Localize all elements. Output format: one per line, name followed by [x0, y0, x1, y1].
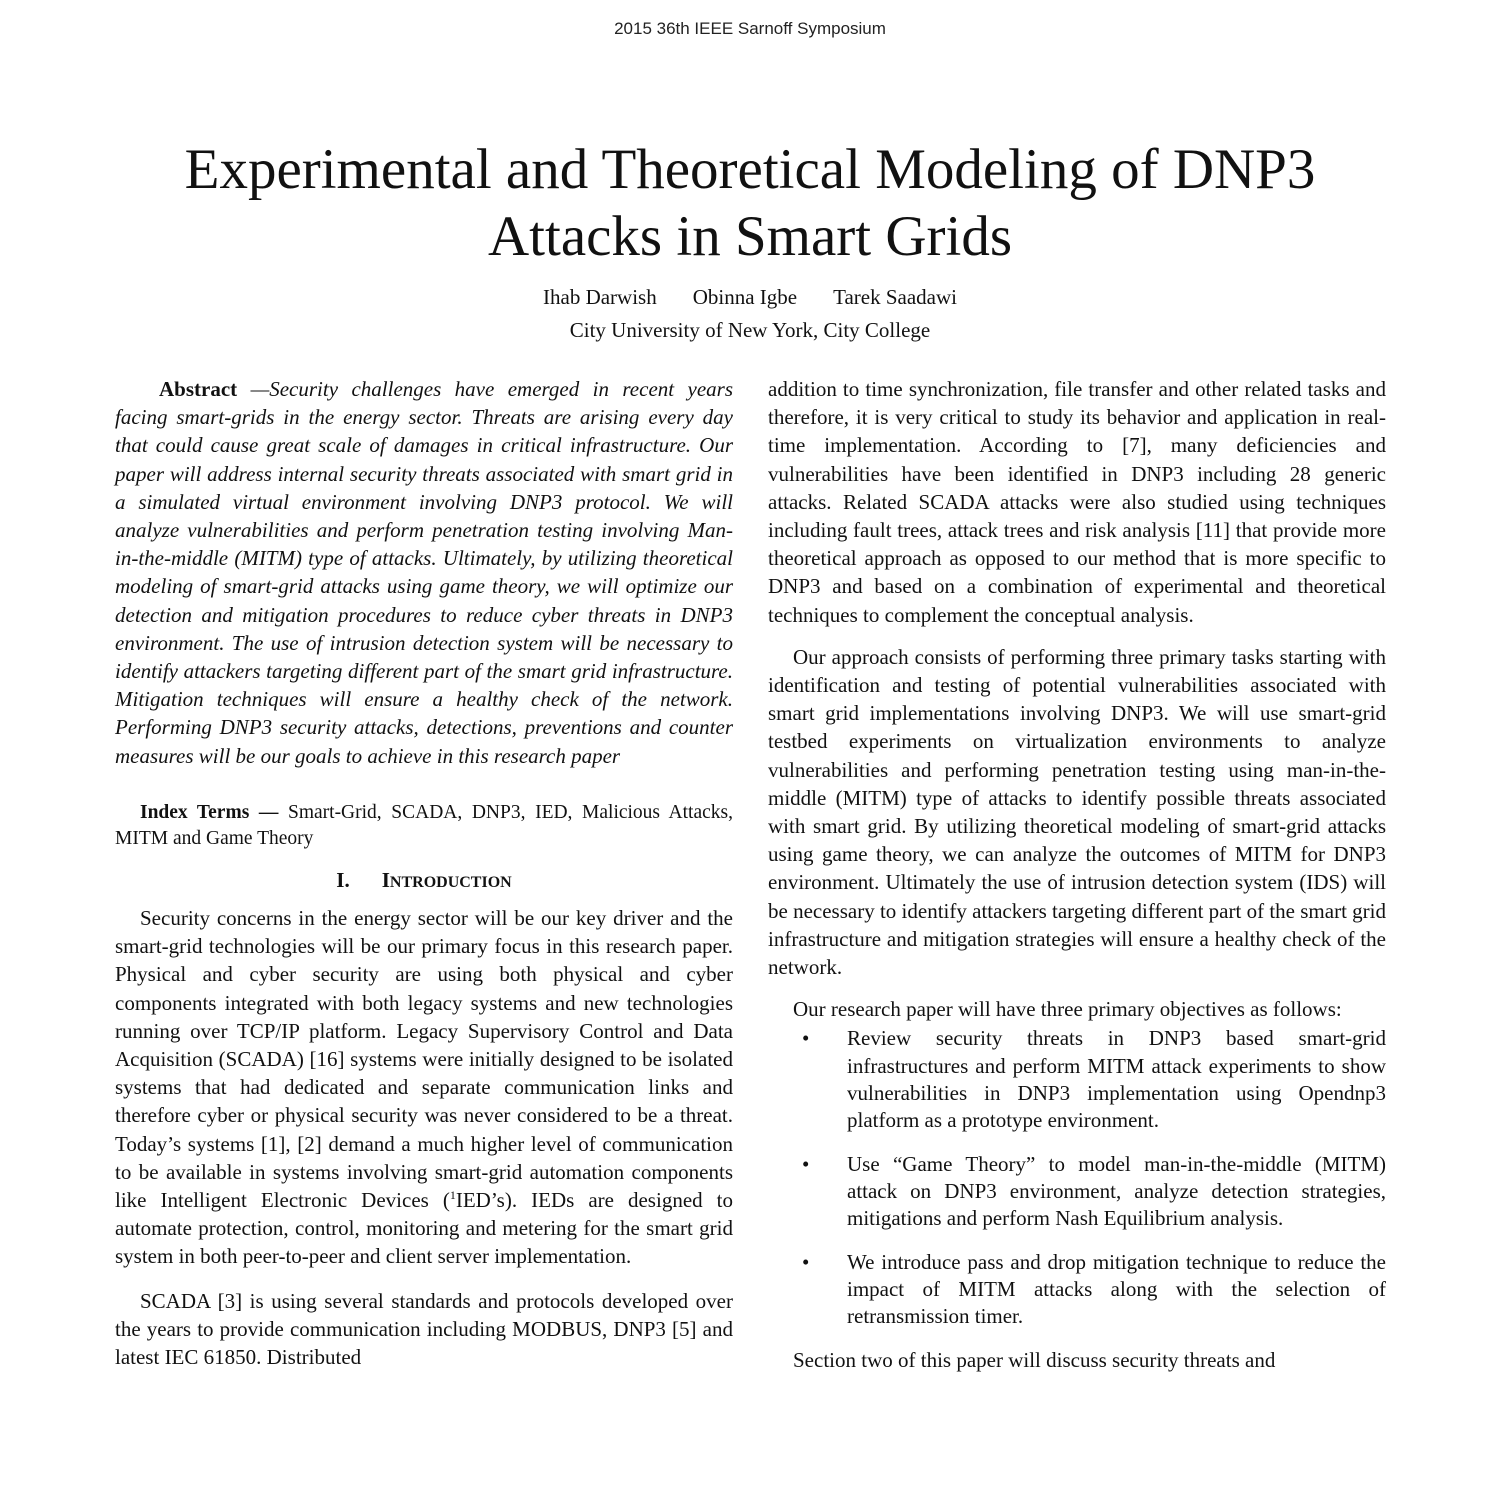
list-item-text: We introduce pass and drop mitigation technique to reduce the impact of MITM attacks along with the selection of retransmission timer. — [847, 1249, 1386, 1329]
intro-paragraph-2: SCADA [3] is using several standards and protocols developed over the years to provide communication including MODBUS, DNP3 [5] and latest IEC 61850. Distributed — [115, 1288, 733, 1370]
left-column — [115, 375, 733, 1371]
right-paragraph-2: Our approach consists of performing three primary tasks starting with identification and testing of potential vulnerabilities associated with smart grid implementations involving DNP3. We will use smart-grid testbed experiments on virtualization environments to analyze vulnerabilities and performing penetration testing using man-in-the-middle (MITM) type of attacks to identify possible threats associated with smart grid. By utilizing theoretical modeling of smart-grid attacks using game theory, we can analyze the outcomes of MITM for DNP3 environment. Ultimately the use of intrusion detection system (IDS) will be necessary to identify attackers targeting different part of the smart grid infrastructure and mitigation strategies will ensure a healthy check of the network. — [768, 644, 1386, 980]
list-item — [768, 1151, 1386, 1233]
objectives-list — [768, 1025, 1386, 1330]
intro-paragraph-1-text-cont: IED’s). IEDs are designed to automate protection, control, monitoring and metering for the smart grid system in both peer-to-peer and client server implementation. — [115, 1188, 734, 1269]
list-item-text: Review security threats in DNP3 based smart-grid infrastructures and perform MITM attack experiments to show vulnerabilities in DNP3 implementation using Opendnp3 platform as a prototype environment. — [847, 1026, 1386, 1133]
list-item — [768, 1249, 1386, 1331]
abstract — [115, 375, 733, 770]
section-title-rest: NTRODUCTION — [389, 873, 512, 891]
intro-paragraph-1-text: Security concerns in the energy sector will be our key driver and the smart-grid technologies will be our primary focus in this research paper. Physical and cyber security are using both physical and cyber components integrated with both legacy systems and new technologies running over TCP/IP platform. Legacy Supervisory Control and Data Acquisition (SCADA) [16] systems were initially designed to be isolated systems that had dedicated and separate communication links and therefore cyber or physical security was never considered to be a threat. Today’s systems [1], [2] demand a much higher level of communication to be available in systems involving smart-grid automation components like Intelligent Electronic Devices ( — [115, 906, 733, 1213]
right-paragraph-4: Section two of this paper will discuss security threats and — [793, 1348, 1276, 1373]
title-line-1: Experimental and Theoretical Modeling of DNP3 — [184, 138, 1316, 201]
paper-title — [0, 136, 1500, 270]
bullet-icon: • — [802, 1249, 810, 1274]
list-item-text: Use “Game Theory” to model man-in-the-middle (MITM) attack on DNP3 environment, analyze detection strategies, mitigations and perform Nash Equilibrium analysis. — [847, 1151, 1386, 1231]
abstract-text: —Security challenges have emerged in recent years facing smart-grids in the energy sector. Threats are arising every day that could cause great scale of damages in critical infrastructure. Our paper will address internal security threats associated with smart grid in a simulated virtual environment involving DNP3 protocol. We will analyze vulnerabilities and perform penetration testing involving Man-in-the-middle (MITM) type of attacks. Ultimately, by utilizing theoretical modeling of smart-grid attacks using game theory, we will optimize our detection and mitigation procedures to reduce cyber threats in DNP3 environment. The use of intrusion detection system will be necessary to identify attackers targeting different part of the smart grid infrastructure. Mitigation techniques will ensure a healthy check of the network. Performing DNP3 security attacks, detections, preventions and counter measures will be our goals to achieve in this research paper — [115, 377, 733, 768]
author-name: Ihab Darwish — [543, 285, 657, 309]
index-terms — [115, 800, 733, 852]
index-terms-label: Index Terms — — [140, 801, 279, 823]
bullet-icon: • — [802, 1151, 810, 1176]
abstract-label: Abstract — [159, 377, 238, 401]
section-title-initial: I — [381, 867, 390, 892]
running-head: 2015 36th IEEE Sarnoff Symposium — [614, 19, 886, 38]
bullet-icon: • — [802, 1026, 810, 1051]
title-line-2: Attacks in Smart Grids — [487, 205, 1013, 268]
author-list — [0, 284, 1500, 310]
affiliation: City University of New York, City College — [569, 318, 931, 342]
right-column — [768, 375, 1386, 1375]
footnote-marker: 1 — [449, 1188, 456, 1203]
author-name: Obinna Igbe — [692, 285, 798, 309]
right-paragraph-1: addition to time synchronization, file transfer and other related tasks and therefore, it is very critical to study its behavior and application in real-time implementation. According to [7], many deficiencies and vulnerabilities have been identified in DNP3 including 28 generic attacks. Related SCADA attacks were also studied using techniques including fault trees, attack trees and risk analysis [11] that provide more theoretical approach as opposed to our method that is more specific to DNP3 and based on a combination of experimental and theoretical techniques to complement the conceptual analysis. — [768, 377, 1386, 627]
intro-paragraph-1 — [115, 904, 733, 1271]
list-item — [768, 1025, 1386, 1134]
right-paragraph-3: Our research paper will have three primary objectives as follows: — [793, 997, 1342, 1022]
index-terms-text: Smart-Grid, SCADA, DNP3, IED, Malicious Attacks, MITM and Game Theory — [115, 801, 733, 849]
section-heading-introduction — [115, 866, 733, 897]
author-name: Tarek Saadawi — [833, 285, 957, 309]
section-number: I. — [336, 867, 350, 892]
